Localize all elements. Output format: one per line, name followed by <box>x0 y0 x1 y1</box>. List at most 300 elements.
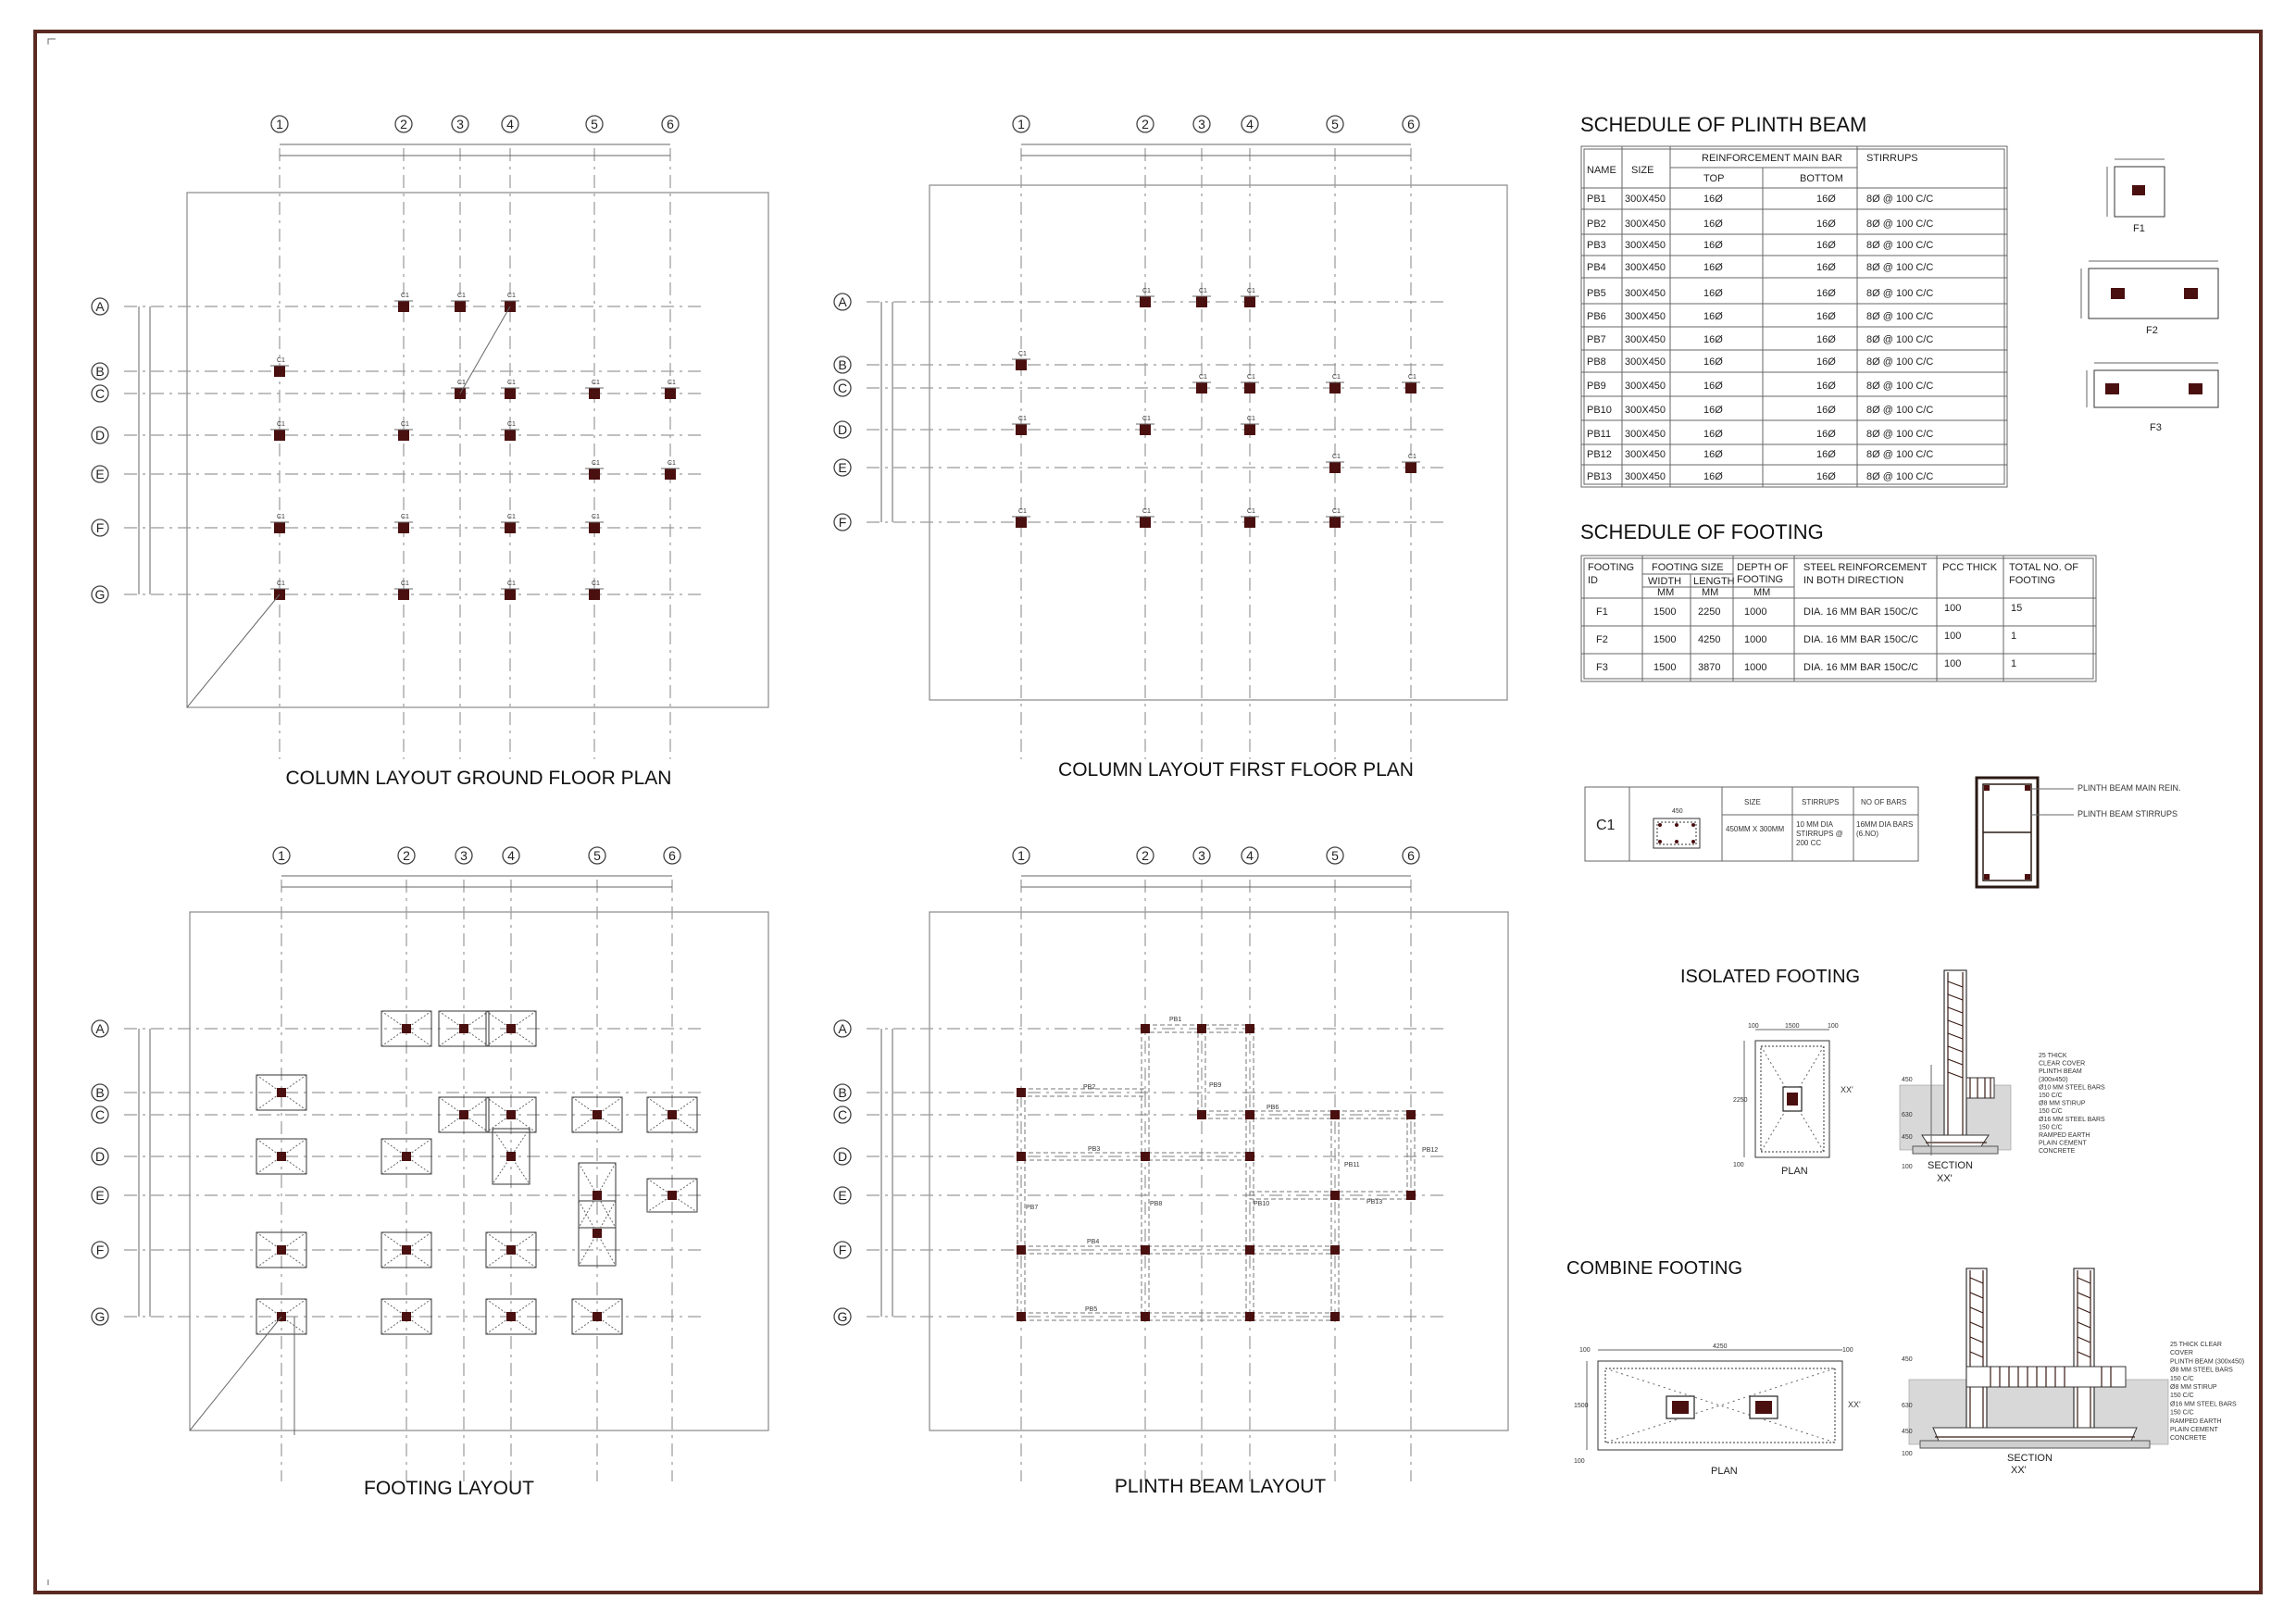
footing-row-3-cell: 1000 <box>1744 662 1767 673</box>
plinth-row-13-cell: 8Ø @ 100 C/C <box>1866 471 1934 482</box>
grid-label-D: D <box>94 1149 106 1164</box>
plinth-row-7-cell: 16Ø <box>1703 334 1723 345</box>
column <box>1141 1024 1150 1033</box>
column-tag: C1 <box>507 293 516 299</box>
grid-label-C: C <box>837 381 848 395</box>
combine-sec-dim-1: 450 <box>1902 1356 1913 1363</box>
footing-row-3-cell: F3 <box>1596 662 1608 673</box>
plinth-header-size: SIZE <box>1631 165 1654 176</box>
plinth-row-1-cell: 16Ø <box>1816 194 1836 205</box>
plinth-header-top: TOP <box>1703 173 1725 184</box>
grid-label-D: D <box>94 428 106 443</box>
grid-label-C: C <box>837 1107 848 1122</box>
plinth-row-9-cell: 8Ø @ 100 C/C <box>1866 381 1934 392</box>
column <box>1245 1024 1254 1033</box>
beam-tag-pb1: PB1 <box>1169 1017 1182 1023</box>
column <box>1017 1312 1026 1321</box>
section-note: CONCRETE <box>2170 1435 2207 1443</box>
column <box>1244 296 1255 307</box>
column <box>1016 359 1027 370</box>
plinth-row-1-cell: 300X450 <box>1625 194 1666 205</box>
column <box>398 430 409 441</box>
grid-label-5: 5 <box>591 117 598 131</box>
isolated-sec-dim-3: 450 <box>1902 1134 1913 1141</box>
column-tag: C1 <box>507 380 516 386</box>
plinth-row-10-cell: 300X450 <box>1625 405 1666 416</box>
grid-label-A: A <box>95 1021 105 1036</box>
plinth-row-7-cell: PB7 <box>1587 334 1606 345</box>
column <box>1245 1152 1254 1161</box>
plinth-row-5-cell: 300X450 <box>1625 288 1666 299</box>
footing-row-1-cell: 2250 <box>1698 606 1721 618</box>
column <box>593 1191 602 1200</box>
plinth-row-4-cell: 300X450 <box>1625 262 1666 273</box>
column-tag: C1 <box>1332 508 1341 515</box>
plinth-section-main-label: PLINTH BEAM MAIN REIN. <box>2078 783 2181 793</box>
grid-label-5: 5 <box>593 848 601 863</box>
beam-tag-pb5: PB5 <box>1085 1306 1098 1313</box>
column-tag: C1 <box>401 293 409 299</box>
plinth-row-5-cell: PB5 <box>1587 288 1606 299</box>
plinth-row-13-cell: PB13 <box>1587 471 1612 482</box>
plinth-row-6-cell: PB6 <box>1587 311 1606 322</box>
footing-row-1-cell: 15 <box>2011 603 2023 614</box>
footing-row-2-cell: 1500 <box>1653 634 1677 645</box>
plinth-row-13-cell: 16Ø <box>1816 471 1836 482</box>
plinth-row-4-cell: 16Ø <box>1703 262 1723 273</box>
column-tag: C1 <box>507 421 516 428</box>
isolated-section-mark2: XX' <box>1937 1173 1953 1184</box>
column <box>1197 1024 1206 1033</box>
column-tag: C1 <box>668 380 676 386</box>
plinth-row-8-cell: 8Ø @ 100 C/C <box>1866 356 1934 368</box>
column <box>505 589 516 600</box>
column-tag: C1 <box>1247 374 1255 381</box>
column <box>506 1312 516 1321</box>
dimension-line <box>187 594 280 707</box>
column <box>1245 1110 1254 1119</box>
plinth-beam-section <box>1977 778 2181 887</box>
grid-label-2: 2 <box>400 117 407 131</box>
isolated-sec-dim-2: 630 <box>1902 1112 1913 1118</box>
footing-row-1-cell: DIA. 16 MM BAR 150C/C <box>1803 606 1919 618</box>
column <box>1017 1245 1026 1255</box>
column <box>1330 1110 1340 1119</box>
plinth-row-2-cell: 8Ø @ 100 C/C <box>1866 219 1934 230</box>
column <box>274 430 285 441</box>
column-tag: C1 <box>1199 374 1207 381</box>
footing-row-2-cell: 4250 <box>1698 634 1721 645</box>
column-tag: C1 <box>668 460 676 467</box>
grid-label-6: 6 <box>1407 848 1415 863</box>
grid-label-A: A <box>838 1021 847 1036</box>
column <box>1329 462 1341 473</box>
column <box>274 366 285 377</box>
plinth-row-12-cell: 8Ø @ 100 C/C <box>1866 449 1934 460</box>
column-tag: C1 <box>1018 351 1027 357</box>
plinth-row-1-cell: PB1 <box>1587 194 1606 205</box>
grid-label-4: 4 <box>507 848 515 863</box>
column-tag: C1 <box>1018 508 1027 515</box>
column <box>402 1152 411 1161</box>
plan-outline <box>190 912 768 1430</box>
column-tag: C1 <box>401 581 409 587</box>
grid-label-A: A <box>838 294 847 309</box>
plinth-row-11-cell: 8Ø @ 100 C/C <box>1866 429 1934 440</box>
combine-sec-dim-3: 450 <box>1902 1429 1913 1435</box>
plinth-row-10-cell: 16Ø <box>1816 405 1836 416</box>
grid-label-D: D <box>837 1149 848 1164</box>
beam-tag-pb13: PB13 <box>1366 1199 1383 1206</box>
column <box>1141 1152 1150 1161</box>
section-note: 150 C/C <box>2170 1409 2194 1417</box>
dimension-line <box>190 1317 281 1430</box>
column <box>1244 424 1255 435</box>
column <box>1245 1312 1254 1321</box>
column-schedule-bars-2: (6.NO) <box>1856 830 1878 838</box>
plinth-row-11-cell: PB11 <box>1587 429 1612 440</box>
isolated-dim-5: 100 <box>1733 1162 1744 1168</box>
column <box>505 430 516 441</box>
plinth-row-5-cell: 8Ø @ 100 C/C <box>1866 288 1934 299</box>
column-schedule-id: C1 <box>1596 818 1616 833</box>
column <box>1330 1245 1340 1255</box>
column <box>1140 296 1151 307</box>
plinth-row-2-cell: 300X450 <box>1625 219 1666 230</box>
plinth-row-6-cell: 300X450 <box>1625 311 1666 322</box>
column-tag: C1 <box>1332 454 1341 460</box>
column <box>1406 1191 1416 1200</box>
column-tag: C1 <box>401 514 409 520</box>
column-tag: C1 <box>1247 416 1255 422</box>
plinth-row-8-cell: 300X450 <box>1625 356 1666 368</box>
column <box>402 1245 411 1255</box>
column-tag: C1 <box>1142 416 1151 422</box>
section-note: 150 C/C <box>2039 1124 2063 1131</box>
section-note: 25 THICK CLEAR <box>2170 1342 2222 1348</box>
column-schedule-stirrups-2: STIRRUPS @ <box>1796 830 1843 838</box>
section-note: 150 C/C <box>2170 1393 2194 1400</box>
column <box>589 388 600 399</box>
section-note: PLAIN CEMENT <box>2039 1140 2087 1147</box>
section-note: Ø8 MM STEEL BARS <box>2170 1367 2233 1374</box>
grid-label-5: 5 <box>1331 117 1339 131</box>
footing-key-f2 <box>2081 261 2218 336</box>
plinth-row-4-cell: 8Ø @ 100 C/C <box>1866 262 1934 273</box>
section-note: 150 C/C <box>2039 1108 2063 1116</box>
plinth-row-3-cell: 16Ø <box>1816 240 1836 251</box>
column-tag: C1 <box>1018 416 1027 422</box>
plinth-row-11-cell: 300X450 <box>1625 429 1666 440</box>
footing-row-2-cell: F2 <box>1596 634 1608 645</box>
column-tag: C1 <box>1142 288 1151 294</box>
plinth-row-11-cell: 16Ø <box>1816 429 1836 440</box>
footing-row-2-cell: 1000 <box>1744 634 1767 645</box>
footing-row-1-cell: 1500 <box>1653 606 1677 618</box>
isolated-sec-dim-4: 100 <box>1902 1164 1913 1170</box>
section-note: 150 C/C <box>2170 1375 2194 1382</box>
footing-schedule-table <box>1581 556 2096 681</box>
footing-row-3-cell: 100 <box>1944 658 1962 669</box>
column-tag: C1 <box>457 380 466 386</box>
grid-label-E: E <box>95 467 105 481</box>
grid-label-F: F <box>838 1243 847 1257</box>
plinth-row-12-cell: 16Ø <box>1816 449 1836 460</box>
plinth-row-12-cell: PB12 <box>1587 449 1612 460</box>
beam-tag-pb8: PB8 <box>1150 1201 1163 1207</box>
column <box>1196 296 1207 307</box>
column <box>589 468 600 480</box>
column <box>398 589 409 600</box>
combine-footing-plan <box>1574 1343 1861 1477</box>
column <box>1140 517 1151 528</box>
plinth-row-3-cell: PB3 <box>1587 240 1606 251</box>
plinth-schedule-title: SCHEDULE OF PLINTH BEAM <box>1580 113 1867 136</box>
isolated-section-mark: XX' <box>1841 1085 1853 1094</box>
footing-key-f2-label: F2 <box>2146 325 2158 336</box>
section-note: RAMPED EARTH <box>2170 1418 2222 1425</box>
column-tag: C1 <box>1408 454 1416 460</box>
fs-header-mm1: MM <box>1657 587 1675 598</box>
plinth-row-2-cell: 16Ø <box>1816 219 1836 230</box>
grid-label-F: F <box>838 515 847 530</box>
column <box>398 301 409 312</box>
plinth-row-10-cell: 8Ø @ 100 C/C <box>1866 405 1934 416</box>
column <box>589 522 600 533</box>
column-schedule-h-stirrups: STIRRUPS <box>1802 798 1840 806</box>
column-schedule-size: 450MM X 300MM <box>1726 825 1785 833</box>
column <box>402 1312 411 1321</box>
plinth-row-5-cell: 16Ø <box>1816 288 1836 299</box>
footing-key-f3-label: F3 <box>2150 422 2162 433</box>
grid-label-2: 2 <box>1142 117 1149 131</box>
plan-outline <box>187 193 768 707</box>
plinth-row-1-cell: 8Ø @ 100 C/C <box>1866 194 1934 205</box>
dimension-line <box>460 306 510 394</box>
combine-dim-1: 100 <box>1579 1347 1591 1354</box>
plinth-row-9-cell: 16Ø <box>1816 381 1836 392</box>
column <box>398 522 409 533</box>
section-note: CONCRETE <box>2039 1148 2076 1156</box>
column <box>506 1024 516 1033</box>
column <box>277 1088 286 1097</box>
column <box>1196 382 1207 394</box>
fs-header-depth2: FOOTING <box>1737 574 1784 585</box>
plinth-header-stirrups: STIRRUPS <box>1866 153 1918 164</box>
grid-label-G: G <box>94 587 106 602</box>
combine-dim-4: 1500 <box>1574 1403 1589 1409</box>
column-tag: C1 <box>592 380 600 386</box>
column <box>1245 1245 1254 1255</box>
footing-row-3-cell: DIA. 16 MM BAR 150C/C <box>1803 662 1919 673</box>
fs-header-id1: FOOTING <box>1588 562 1635 573</box>
plinth-row-7-cell: 8Ø @ 100 C/C <box>1866 334 1934 345</box>
column-tag: C1 <box>592 581 600 587</box>
title-footing-layout: FOOTING LAYOUT <box>364 1478 534 1499</box>
isolated-footing-title: ISOLATED FOOTING <box>1680 967 1861 987</box>
combine-section-mark: XX' <box>1848 1400 1861 1409</box>
column-tag: C1 <box>507 514 516 520</box>
grid-label-F: F <box>95 520 105 535</box>
column-tag: C1 <box>457 293 466 299</box>
beam-tag-pb9: PB9 <box>1209 1082 1222 1089</box>
column <box>505 522 516 533</box>
combine-plan-label: PLAN <box>1711 1466 1738 1477</box>
combine-section-label: SECTION <box>2007 1453 2053 1464</box>
grid-label-1: 1 <box>1017 848 1025 863</box>
column-tag: C1 <box>1247 508 1255 515</box>
column <box>1406 1110 1416 1119</box>
grid-label-3: 3 <box>456 117 464 131</box>
fs-header-total1: TOTAL NO. OF <box>2009 562 2078 573</box>
column-tag: C1 <box>277 581 285 587</box>
column <box>277 1152 286 1161</box>
column-schedule-table <box>1585 787 1918 861</box>
grid-label-C: C <box>94 1107 106 1122</box>
plinth-row-10-cell: 16Ø <box>1703 405 1723 416</box>
plinth-row-8-cell: 16Ø <box>1703 356 1723 368</box>
footing-row-3-cell: 3870 <box>1698 662 1721 673</box>
grid-label-G: G <box>837 1309 848 1324</box>
footing-row-2-cell: 100 <box>1944 631 1962 642</box>
title-ground-floor: COLUMN LAYOUT GROUND FLOOR PLAN <box>285 768 672 789</box>
column <box>1329 382 1341 394</box>
isolated-section-label: SECTION <box>1928 1160 1973 1171</box>
column-tag: C1 <box>507 581 516 587</box>
column <box>1017 1088 1026 1097</box>
column <box>402 1024 411 1033</box>
grid-label-3: 3 <box>460 848 468 863</box>
column <box>593 1312 602 1321</box>
column-schedule-h-bars: NO OF BARS <box>1861 798 1907 806</box>
grid-label-B: B <box>838 1085 847 1100</box>
isolated-plan-label: PLAN <box>1781 1166 1808 1177</box>
section-note: COVER <box>2170 1350 2193 1357</box>
plinth-row-8-cell: PB8 <box>1587 356 1606 368</box>
column <box>506 1152 516 1161</box>
grid-label-B: B <box>95 1085 105 1100</box>
plan-outline <box>930 912 1508 1430</box>
column-tag: C1 <box>592 460 600 467</box>
grid-label-C: C <box>94 386 106 401</box>
beam-tag-pb3: PB3 <box>1088 1146 1101 1153</box>
grid-label-D: D <box>837 422 848 437</box>
column <box>506 1110 516 1119</box>
column-section-dim: 450 <box>1672 808 1683 815</box>
fs-header-mm3: MM <box>1753 587 1771 598</box>
combine-sec-dim-4: 100 <box>1902 1451 1913 1457</box>
plinth-row-2-cell: PB2 <box>1587 219 1606 230</box>
column <box>274 522 285 533</box>
column <box>589 589 600 600</box>
column <box>665 468 676 480</box>
fs-header-mm2: MM <box>1702 587 1719 598</box>
beam-tag-pb10: PB10 <box>1254 1201 1270 1207</box>
grid-label-6: 6 <box>1407 117 1415 131</box>
section-note: Ø8 MM STIRUP <box>2039 1100 2086 1107</box>
grid-label-3: 3 <box>1198 117 1205 131</box>
grid-label-6: 6 <box>668 848 676 863</box>
section-note: Ø16 MM STEEL BARS <box>2039 1116 2105 1123</box>
footing-row-1-cell: 1000 <box>1744 606 1767 618</box>
section-note: PLINTH BEAM <box>2039 1068 2082 1076</box>
grid-label-1: 1 <box>276 117 283 131</box>
beam-tag-pb2: PB2 <box>1083 1084 1096 1091</box>
grid-label-4: 4 <box>1246 848 1254 863</box>
column-tag: C1 <box>1142 508 1151 515</box>
grid-label-F: F <box>95 1243 105 1257</box>
grid-label-E: E <box>838 1188 847 1203</box>
footing-key-f1-label: F1 <box>2133 223 2145 234</box>
grid-label-2: 2 <box>1142 848 1149 863</box>
combine-dim-3: 100 <box>1842 1347 1853 1354</box>
corner-mark <box>48 39 56 44</box>
section-note: 150 C/C <box>2039 1093 2063 1099</box>
title-first-floor: COLUMN LAYOUT FIRST FLOOR PLAN <box>1058 759 1414 781</box>
plinth-row-2-cell: 16Ø <box>1703 219 1723 230</box>
plinth-row-9-cell: 300X450 <box>1625 381 1666 392</box>
grid-label-B: B <box>838 357 847 372</box>
grid-label-5: 5 <box>1331 848 1339 863</box>
column-tag: C1 <box>277 421 285 428</box>
column-tag: C1 <box>277 357 285 364</box>
column <box>1017 1152 1026 1161</box>
column-tag: C1 <box>277 514 285 520</box>
column <box>1330 1312 1340 1321</box>
beam-tag-pb7: PB7 <box>1026 1205 1039 1211</box>
footing-row-2-cell: DIA. 16 MM BAR 150C/C <box>1803 634 1919 645</box>
column-layout-ground-floor-plan <box>92 116 768 759</box>
combine-footing-title: COMBINE FOOTING <box>1566 1258 1742 1279</box>
fs-header-depth1: DEPTH OF <box>1737 562 1789 573</box>
column <box>1016 424 1027 435</box>
plinth-header-main: REINFORCEMENT MAIN BAR <box>1702 153 1842 164</box>
isolated-dim-2: 1500 <box>1785 1023 1800 1030</box>
footing-row-3-cell: 1 <box>2011 658 2017 669</box>
column <box>1405 462 1416 473</box>
section-note: Ø10 MM STEEL BARS <box>2039 1084 2105 1092</box>
grid-label-1: 1 <box>1017 117 1025 131</box>
grid-label-1: 1 <box>278 848 285 863</box>
isolated-dim-3: 100 <box>1828 1023 1839 1030</box>
column-schedule-stirrups-3: 200 CC <box>1796 839 1822 847</box>
section-note: PLINTH BEAM (300x450) <box>2170 1358 2245 1366</box>
grid-label-E: E <box>838 460 847 475</box>
fs-header-length: LENGTH <box>1693 576 1735 587</box>
isolated-dim-4: 2250 <box>1733 1097 1748 1104</box>
footing-key-f3 <box>2087 363 2218 433</box>
plinth-row-13-cell: 300X450 <box>1625 471 1666 482</box>
plinth-beam-layout-plan <box>834 847 1508 1481</box>
column-schedule-stirrups-1: 10 MM DIA <box>1796 820 1834 829</box>
column-schedule-h-size: SIZE <box>1744 798 1761 806</box>
plinth-row-7-cell: 16Ø <box>1816 334 1836 345</box>
plinth-row-12-cell: 300X450 <box>1625 449 1666 460</box>
combine-dim-2: 4250 <box>1713 1343 1728 1350</box>
plinth-row-9-cell: PB9 <box>1587 381 1606 392</box>
plinth-beam-schedule-table <box>1581 146 2007 487</box>
combine-sec-dim-2: 630 <box>1902 1403 1913 1409</box>
footing-row-3-cell: 1500 <box>1653 662 1677 673</box>
plinth-row-12-cell: 16Ø <box>1703 449 1723 460</box>
column <box>1141 1245 1150 1255</box>
grid-label-A: A <box>95 299 105 314</box>
column <box>277 1245 286 1255</box>
grid-label-G: G <box>94 1309 106 1324</box>
grid-label-6: 6 <box>667 117 674 131</box>
column-tag: C1 <box>1408 374 1416 381</box>
footing-row-1-cell: 100 <box>1944 603 1962 614</box>
